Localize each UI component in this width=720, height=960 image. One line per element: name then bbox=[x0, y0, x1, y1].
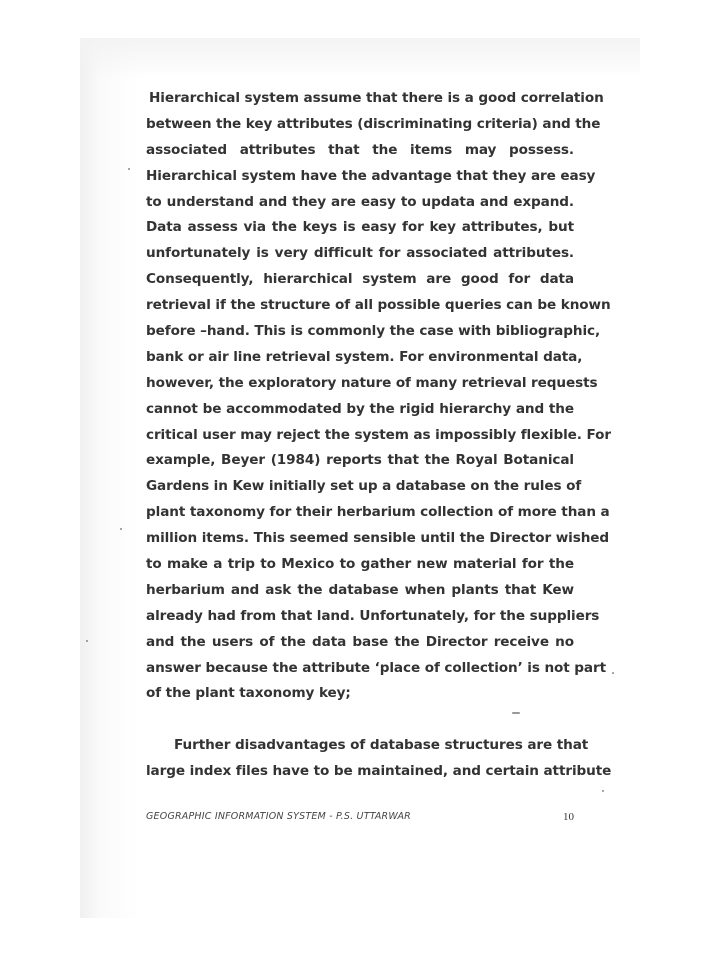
text-line: cannot be accommodated by the rigid hierarchy and the bbox=[146, 400, 574, 417]
text-line: example, Beyer (1984) reports that the Royal Botanical bbox=[146, 452, 574, 469]
text-line: bank or air line retrieval system. For environmental data, bbox=[146, 348, 583, 365]
text-line: unfortunately is very difficult for associated attributes. bbox=[146, 245, 574, 262]
text-line: associated attributes that the items may possess. bbox=[146, 141, 574, 158]
page-footer bbox=[146, 811, 574, 822]
text-line: to make a trip to Mexico to gather new material for the bbox=[146, 556, 574, 573]
scan-mark bbox=[512, 712, 520, 714]
text-line: critical user may reject the system as impossibly flexible. For bbox=[146, 426, 611, 443]
text-line: answer because the attribute ‘place of collection’ is not part bbox=[146, 659, 607, 676]
scan-speck bbox=[86, 640, 88, 642]
text-line: of the plant taxonomy key; bbox=[146, 685, 351, 702]
scan-speck bbox=[612, 672, 614, 674]
text-line: large index files have to be maintained, and certain attribute bbox=[146, 763, 612, 780]
paragraph-1 bbox=[146, 86, 611, 707]
body-text bbox=[146, 86, 612, 785]
paragraph-2 bbox=[146, 733, 612, 785]
text-line: and the users of the data base the Director receive no bbox=[146, 633, 574, 650]
text-line: between the key attributes (discriminating criteria) and the bbox=[146, 115, 601, 132]
text-line: million items. This seemed sensible until the Director wished bbox=[146, 530, 610, 547]
text-line: plant taxonomy for their herbarium collection of more than a bbox=[146, 504, 610, 521]
text-line: Gardens in Kew initially set up a database on the rules of bbox=[146, 478, 582, 495]
text-line: before –hand. This is commonly the case with bibliographic, bbox=[146, 323, 601, 340]
text-line: Further disadvantages of database structures are that bbox=[174, 737, 589, 754]
text-line: Consequently, hierarchical system are good for data bbox=[146, 271, 574, 288]
footer-title: GEOGRAPHIC INFORMATION SYSTEM - P.S. UTTARWAR bbox=[146, 811, 411, 822]
text-line: however, the exploratory nature of many retrieval requests bbox=[146, 374, 598, 391]
scan-speck bbox=[602, 790, 604, 792]
text-line: Hierarchical system have the advantage that they are easy bbox=[146, 167, 596, 184]
text-line: retrieval if the structure of all possible queries can be known bbox=[146, 297, 611, 314]
text-line: Data assess via the keys is easy for key attributes, but bbox=[146, 219, 574, 236]
text-line: herbarium and ask the database when plants that Kew bbox=[146, 581, 574, 598]
scan-speck bbox=[128, 168, 130, 170]
page-number: 10 bbox=[563, 811, 574, 823]
text-line: Hierarchical system assume that there is a good correlation bbox=[149, 90, 604, 106]
scan-speck bbox=[120, 528, 122, 530]
text-line: already had from that land. Unfortunately, for the suppliers bbox=[146, 607, 600, 624]
scan-shadow bbox=[80, 38, 640, 78]
text-line: to understand and they are easy to updata and expand. bbox=[146, 193, 574, 210]
